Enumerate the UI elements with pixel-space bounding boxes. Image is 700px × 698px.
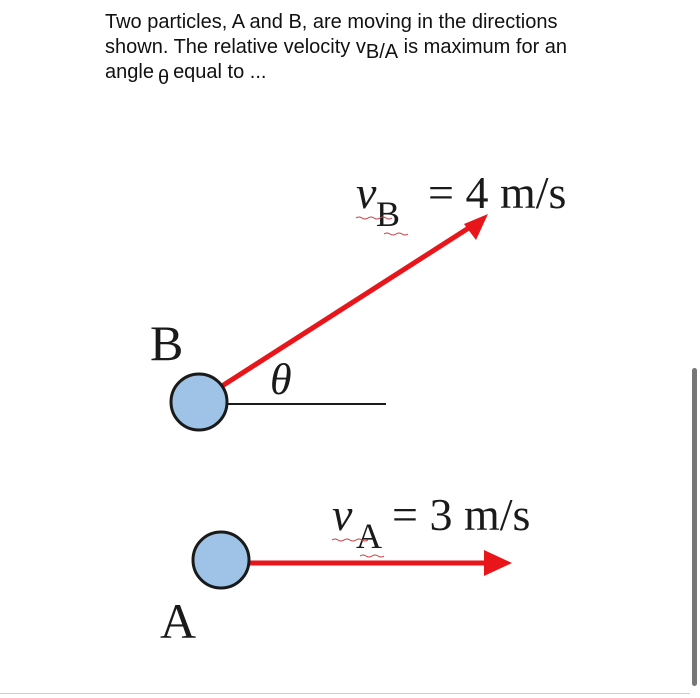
vb-subscript: B	[376, 194, 401, 234]
question-line-2-suffix: is maximum for an	[398, 36, 568, 58]
particle-b	[171, 374, 227, 430]
va-symbol: v	[332, 489, 353, 540]
question-line-3-suffix: equal to ...	[173, 61, 267, 83]
relative-velocity-subscript: B/A	[365, 41, 399, 63]
vb-arrow-shaft	[222, 222, 478, 386]
angle-theta-label: θ	[270, 355, 292, 404]
question-line-1: Two particles, A and B, are moving in the directions	[105, 11, 558, 33]
va-value: = 3 m/s	[392, 489, 531, 540]
va-arrowhead	[484, 550, 512, 576]
particle-a-label: A	[160, 593, 197, 649]
theta-symbol: θ	[157, 67, 170, 89]
vb-symbol: v	[356, 167, 377, 218]
particle-b-label: B	[150, 315, 184, 371]
va-subscript: A	[356, 516, 382, 556]
particle-a	[193, 532, 249, 588]
vb-value: = 4 m/s	[428, 167, 567, 218]
question-line-2-prefix: shown. The relative velocity v	[105, 36, 366, 58]
question-line-3-prefix: angle	[105, 61, 154, 83]
